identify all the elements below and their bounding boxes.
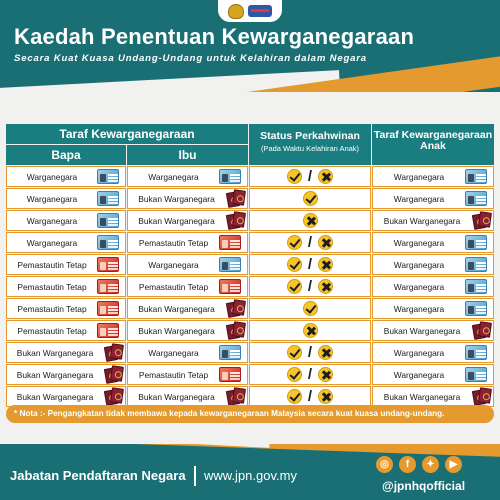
married-check-icon <box>287 367 302 382</box>
passport-icon <box>471 388 493 405</box>
red-ic-card-icon <box>97 279 119 294</box>
cell-anak <box>372 232 494 253</box>
passport-front <box>110 387 124 404</box>
cell-anak <box>372 364 494 385</box>
ibu-status-label: Bukan Warganegara <box>138 215 215 226</box>
department-name: Jabatan Pendaftaran Negara <box>10 468 186 483</box>
bapa-status-label: Pemastautin Tetap <box>17 281 87 292</box>
cell-bapa <box>6 232 126 253</box>
slash-separator: / <box>307 366 313 383</box>
ibu-status-label: Bukan Warganegara <box>138 303 215 314</box>
cell-bapa <box>6 210 126 231</box>
anak-status-label: Warganegara <box>393 303 445 314</box>
married-check-icon <box>303 191 318 206</box>
bapa-status-label: Pemastautin Tetap <box>17 259 87 270</box>
ibu-status-label: Pemastautin Tetap <box>138 281 209 292</box>
passport-front <box>110 365 124 382</box>
facebook-icon[interactable]: f <box>399 456 416 473</box>
passport-icon <box>225 300 247 317</box>
married-check-icon <box>287 169 302 184</box>
blue-ic-card-icon <box>219 345 241 360</box>
table-row <box>6 188 494 209</box>
instagram-icon[interactable]: ◎ <box>376 456 393 473</box>
passport-icon <box>225 322 247 339</box>
cell-bapa <box>6 298 126 319</box>
cell-anak <box>372 298 494 319</box>
cell-bapa <box>6 254 126 275</box>
cell-ibu <box>127 254 248 275</box>
cell-bapa <box>6 188 126 209</box>
slash-separator: / <box>307 234 313 251</box>
passport-icon <box>103 366 125 383</box>
anak-status-label: Warganegara <box>393 171 445 182</box>
passport-front <box>110 343 124 360</box>
header-anak-line2: Anak <box>420 140 446 152</box>
twitter-icon[interactable]: ✦ <box>422 456 439 473</box>
ibu-status-label: Warganegara <box>148 171 199 182</box>
unmarried-cross-icon <box>318 169 333 184</box>
anak-status-label: Warganegara <box>393 347 445 358</box>
cell-status-perkahwinan <box>249 188 371 209</box>
unmarried-cross-icon <box>318 257 333 272</box>
slash-separator: / <box>307 344 313 361</box>
unmarried-cross-icon <box>318 367 333 382</box>
passport-front <box>232 321 246 338</box>
blue-ic-card-icon <box>465 191 487 206</box>
jata-negara-logo <box>228 4 244 19</box>
cell-status-perkahwinan <box>249 386 371 407</box>
bapa-status-label: Bukan Warganegara <box>16 347 94 358</box>
ibu-status-label: Bukan Warganegara <box>138 193 215 204</box>
table-row <box>6 298 494 319</box>
blue-ic-card-icon <box>465 235 487 250</box>
ibu-status-label: Warganegara <box>148 259 199 270</box>
passport-front <box>232 211 246 228</box>
table-row <box>6 254 494 275</box>
cell-bapa <box>6 320 126 341</box>
cell-status-perkahwinan <box>249 298 371 319</box>
unmarried-cross-icon <box>318 235 333 250</box>
header-taraf-anak <box>372 124 494 165</box>
cell-ibu <box>127 320 248 341</box>
passport-front <box>478 211 492 228</box>
blue-ic-card-icon <box>465 367 487 382</box>
cell-status-perkahwinan <box>249 210 371 231</box>
social-handle[interactable]: @jpnhqofficial <box>382 479 466 493</box>
passport-front <box>232 387 246 404</box>
ibu-status-label: Bukan Warganegara <box>138 325 215 336</box>
table-row <box>6 386 494 407</box>
bapa-status-label: Bukan Warganegara <box>16 391 94 402</box>
unmarried-cross-icon <box>303 213 318 228</box>
married-check-icon <box>287 279 302 294</box>
anak-status-label: Warganegara <box>393 281 445 292</box>
married-check-icon <box>287 389 302 404</box>
passport-icon <box>471 322 493 339</box>
passport-icon <box>103 344 125 361</box>
passport-front <box>232 299 246 316</box>
table-row <box>6 364 494 385</box>
logo-group <box>218 0 282 22</box>
cell-status-perkahwinan <box>249 320 371 341</box>
footer-banner <box>0 444 500 500</box>
table-row <box>6 210 494 231</box>
cell-anak <box>372 188 494 209</box>
blue-ic-card-icon <box>219 169 241 184</box>
passport-icon <box>225 212 247 229</box>
blue-ic-card-icon <box>465 345 487 360</box>
cell-anak <box>372 342 494 363</box>
cell-ibu <box>127 188 248 209</box>
red-ic-card-icon <box>97 301 119 316</box>
ibu-status-label: Bukan Warganegara <box>138 391 215 402</box>
cell-bapa <box>6 364 126 385</box>
header-bapa: Bapa <box>6 145 126 165</box>
bapa-status-label: Pemastautin Tetap <box>17 303 87 314</box>
website-link[interactable]: www.jpn.gov.my <box>204 468 297 483</box>
blue-ic-card-icon <box>97 191 119 206</box>
passport-icon <box>225 190 247 207</box>
table-row <box>6 342 494 363</box>
cell-ibu <box>127 386 248 407</box>
anak-status-label: Warganegara <box>393 369 445 380</box>
blue-ic-card-icon <box>465 301 487 316</box>
cell-ibu <box>127 298 248 319</box>
cell-bapa <box>6 386 126 407</box>
table-row <box>6 232 494 253</box>
passport-icon <box>471 212 493 229</box>
header-status-label: Status Perkahwinan <box>260 130 360 142</box>
slash-separator: / <box>307 388 313 405</box>
cell-status-perkahwinan <box>249 276 371 297</box>
bapa-status-label: Warganegara <box>26 215 78 226</box>
slash-separator: / <box>307 278 313 295</box>
married-check-icon <box>303 301 318 316</box>
married-check-icon <box>287 257 302 272</box>
cell-status-perkahwinan <box>249 232 371 253</box>
blue-ic-card-icon <box>97 235 119 250</box>
married-check-icon <box>287 345 302 360</box>
cell-bapa <box>6 276 126 297</box>
cell-status-perkahwinan <box>249 166 371 187</box>
header-taraf-kewarganegaraan: Taraf Kewarganegaraan <box>6 124 248 144</box>
cell-bapa <box>6 342 126 363</box>
cell-anak <box>372 166 494 187</box>
unmarried-cross-icon <box>318 345 333 360</box>
cell-ibu <box>127 364 248 385</box>
anak-status-label: Warganegara <box>393 193 445 204</box>
ibu-status-label: Pemastautin Tetap <box>138 237 209 248</box>
cell-ibu <box>127 342 248 363</box>
cell-bapa <box>6 166 126 187</box>
youtube-icon[interactable]: ▶ <box>445 456 462 473</box>
bapa-status-label: Pemastautin Tetap <box>17 325 87 336</box>
red-ic-card-icon <box>97 323 119 338</box>
anak-status-label: Bukan Warganegara <box>383 215 461 226</box>
page-subtitle: Secara Kuat Kuasa Undang-Undang untuk Kelahiran dalam Negara <box>14 53 367 64</box>
table-row <box>6 320 494 341</box>
passport-front <box>232 189 246 206</box>
table-row <box>6 276 494 297</box>
passport-front <box>478 321 492 338</box>
blue-ic-card-icon <box>97 169 119 184</box>
ibu-status-label: Pemastautin Tetap <box>138 369 209 380</box>
table-row <box>6 166 494 187</box>
header-status-perkahwinan <box>249 124 371 165</box>
unmarried-cross-icon <box>318 389 333 404</box>
cell-ibu <box>127 276 248 297</box>
adoption-note: * Nota :- Pengangkatan tidak membawa kepada kewarganegaraan Malaysia secara kuat kuasa undang-undang. <box>6 405 494 423</box>
bapa-status-label: Warganegara <box>26 237 78 248</box>
cell-ibu <box>127 166 248 187</box>
jpn-logo <box>248 5 272 17</box>
page-title: Kaedah Penentuan Kewarganegaraan <box>14 24 415 49</box>
cell-ibu <box>127 232 248 253</box>
red-ic-card-icon <box>219 279 241 294</box>
blue-ic-card-icon <box>465 279 487 294</box>
unmarried-cross-icon <box>318 279 333 294</box>
passport-icon <box>225 388 247 405</box>
red-ic-card-icon <box>97 257 119 272</box>
cell-anak <box>372 386 494 407</box>
header-anak-line1: Taraf Kewarganegaraan <box>373 129 493 141</box>
anak-status-label: Warganegara <box>393 237 445 248</box>
cell-ibu <box>127 210 248 231</box>
cell-anak <box>372 210 494 231</box>
unmarried-cross-icon <box>303 323 318 338</box>
blue-ic-card-icon <box>219 257 241 272</box>
blue-ic-card-icon <box>465 169 487 184</box>
cell-anak <box>372 254 494 275</box>
blue-ic-card-icon <box>97 213 119 228</box>
header-status-sublabel: (Pada Waktu Kelahiran Anak) <box>260 144 360 153</box>
anak-status-label: Bukan Warganegara <box>383 391 461 402</box>
passport-front <box>478 387 492 404</box>
cell-anak <box>372 276 494 297</box>
anak-status-label: Bukan Warganegara <box>383 325 461 336</box>
slash-separator: / <box>307 256 313 273</box>
cell-status-perkahwinan <box>249 254 371 275</box>
cell-status-perkahwinan <box>249 342 371 363</box>
social-icons <box>376 456 462 473</box>
bapa-status-label: Warganegara <box>26 193 78 204</box>
header-ibu: Ibu <box>127 145 248 165</box>
passport-icon <box>103 388 125 405</box>
bapa-status-label: Warganegara <box>26 171 78 182</box>
married-check-icon <box>287 235 302 250</box>
anak-status-label: Warganegara <box>393 259 445 270</box>
slash-separator: / <box>307 168 313 185</box>
ibu-status-label: Warganegara <box>148 347 199 358</box>
bapa-status-label: Bukan Warganegara <box>16 369 94 380</box>
cell-status-perkahwinan <box>249 364 371 385</box>
blue-ic-card-icon <box>465 257 487 272</box>
red-ic-card-icon <box>219 367 241 382</box>
cell-anak <box>372 320 494 341</box>
header-banner <box>0 0 500 92</box>
red-ic-card-icon <box>219 235 241 250</box>
footer-divider <box>194 466 196 486</box>
